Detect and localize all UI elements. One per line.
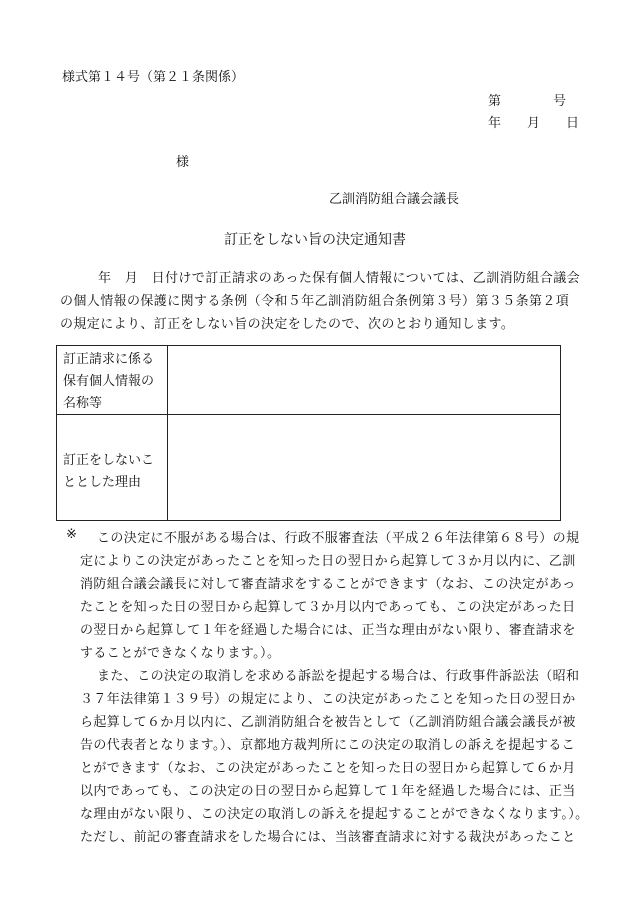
note-line-9: ら起算して６か月以内に、乙訓消防組合を被告として（乙訓消防組合議会議長が被: [80, 715, 576, 730]
addressee-suffix: 様: [176, 155, 190, 170]
note-line-14: ただし、前記の審査請求をした場合には、当該審査請求に対する裁決があったこと: [80, 830, 576, 845]
issue-date: 年 月 日: [488, 116, 580, 131]
note-line-8: ３７年法律第１３９号）の規定により、この決定があったことを知った日の翌日か: [80, 692, 576, 707]
label-target-info-line-3: 名称等: [63, 396, 103, 411]
note-line-3: 消防組合議会議長に対して審査請求をすることができます（なお、この決定があっ: [80, 577, 576, 592]
document-number: 第 号: [488, 94, 567, 109]
note-line-13: な理由がない限り、この決定の取消しの訴えを提起することができなくなります。）。: [80, 807, 589, 822]
note-mark: ※: [66, 527, 77, 542]
value-target-info[interactable]: [169, 348, 558, 412]
decision-table: [56, 345, 561, 521]
value-reason[interactable]: [169, 416, 558, 520]
sender-name: 乙訓消防組合議会議長: [329, 192, 460, 207]
note-line-12: 以内であっても、この決定の日の翌日から起算して１年を経過した場合には、正当: [80, 784, 576, 799]
note-line-1: この決定に不服がある場合は、行政不服審査法（平成２６年法律第６８号）の規: [97, 531, 580, 546]
note-line-10: 告の代表者となります。）、京都地方裁判所にこの決定の取消しの訴えを提起するこ: [80, 738, 576, 753]
intro-line-1: 年 月 日付けで訂正請求のあった保有個人情報については、乙訓消防組合議会: [98, 271, 581, 286]
intro-line-2: の個人情報の保護に関する条例（令和５年乙訓消防組合条例第３号）第３５条第２項: [60, 294, 570, 309]
note-line-2: 定によりこの決定があったことを知った日の翌日から起算して３か月以内に、乙訓: [80, 554, 576, 569]
table-column-divider: [167, 346, 168, 520]
label-reason-line-1: 訂正をしないこ: [63, 453, 155, 468]
note-line-7: また、この決定の取消しを求める訴訟を提起する場合は、行政事件訴訟法（昭和: [97, 669, 580, 684]
note-line-5: の翌日から起算して１年を経過した場合には、正当な理由がない限り、審査請求を: [80, 623, 576, 638]
document-title: 訂正をしない旨の決定通知書: [224, 232, 406, 248]
label-target-info-line-2: 保有個人情報の: [63, 374, 155, 389]
note-line-4: たことを知った日の翌日から起算して３か月以内であっても、この決定があった日: [80, 600, 576, 615]
label-reason-line-2: ととした理由: [63, 475, 142, 490]
note-line-6: することができなくなります。）。: [80, 646, 281, 661]
intro-line-3: の規定により、訂正をしない旨の決定をしたので、次のとおり通知します。: [60, 317, 515, 332]
form-number: 様式第１４号（第２１条関係）: [62, 70, 245, 85]
note-line-11: とができます（なお、この決定があったことを知った日の翌日から起算して６か月: [80, 761, 576, 776]
label-target-info-line-1: 訂正請求に係る: [63, 352, 155, 367]
